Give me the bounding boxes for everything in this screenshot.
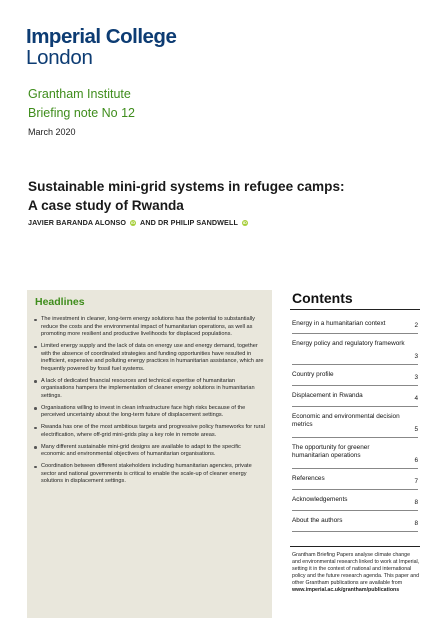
toc-item[interactable] [292,490,418,511]
orcid-icon[interactable]: iD [242,220,248,226]
headline-item: The investment in cleaner, long-term energy solutions has the potential to substantially reduce the costs and the environmental impact of humanitarian operations, as well as promoting more resilient and productive livelihoods for displaced populations. [34,316,266,339]
toc-page: 2 [414,321,418,329]
headline-item: Coordination between different stakeholders including humanitarian agencies, private sector and national governments is critical to enable the scale-up of cleaner energy solutions in displacement settings. [34,463,266,486]
divider [290,309,420,310]
headline-item: Organisations willing to invest in clean infrastructure face high risks because of the perceived uncertainty about the long-term future of displacement settings. [34,405,266,420]
publications-link[interactable]: www.imperial.ac.uk/grantham/publications [292,586,400,593]
toc-label: Economic and environmental decision metrics [292,413,400,429]
author-line [28,218,250,227]
toc-page: 4 [414,394,418,402]
note-text: Grantham Briefing Papers analyse climate change and environmental research linked to work at Imperial, setting it in the context of national and international policy and the future research agenda. This paper and other Grantham publications are available from [292,552,420,586]
headlines-title: Headlines [35,296,85,308]
toc-item[interactable] [292,438,418,469]
author-2: AND DR PHILIP SANDWELL [140,218,238,227]
publication-date: March 2020 [28,127,76,137]
headline-item: Limited energy supply and the lack of data on energy use and energy demand, together with the absence of coordinated strategies and funding opportunities have resulted in inefficient, expensive and polluting energy practices in humanitarian assistance, which are frequently powered by fossil fuel systems. [34,343,266,373]
logo-line-1: Imperial College [26,25,177,48]
toc-item[interactable] [292,316,418,334]
table-of-contents [292,316,418,532]
title-line-1: Sustainable mini-grid systems in refugee camps: [28,179,345,194]
author-1: JAVIER BARANDA ALONSO [28,218,127,227]
toc-label: References [292,475,325,482]
headline-item: Rwanda has one of the most ambitious targets and progressive policy frameworks for rural electrification, where off-grid mini-grids play a key role in remote areas. [34,424,266,439]
title-line-2: A case study of Rwanda [28,197,184,213]
toc-page: 3 [414,373,418,381]
headline-item: Many different sustainable mini-grid designs are available to adapt to the specific economic and environmental objectives of humanitarian organisations. [34,444,266,459]
briefing-number: Briefing note No 12 [28,106,136,120]
headline-item: A lack of dedicated financial resources and technical expertise of humanitarian organisations hampers the implementation of cleaner energy solutions in humanitarian settings. [34,378,266,401]
toc-page: 6 [414,456,418,464]
institute-block [28,85,135,123]
headlines-box [27,290,272,618]
toc-item[interactable] [292,511,418,532]
toc-label: The opportunity for greener humanitarian operations [292,444,370,460]
toc-item[interactable] [292,469,418,490]
toc-page: 8 [414,519,418,527]
toc-page: 5 [414,425,418,433]
logo-line-2: London [26,46,93,69]
headlines-list [34,316,266,490]
toc-item[interactable] [292,365,418,386]
orcid-icon[interactable]: iD [131,220,136,226]
divider [290,546,420,547]
toc-page: 8 [414,498,418,506]
toc-label: Country profile [292,371,334,378]
page-title [28,178,428,215]
toc-label: Acknowledgements [292,496,348,503]
toc-item[interactable] [292,407,418,438]
toc-label: Energy policy and regulatory framework [292,340,405,347]
briefing-note-info [292,552,420,593]
toc-label: Energy in a humanitarian context [292,320,386,327]
toc-page: 3 [414,352,418,360]
institute-name: Grantham Institute [28,87,131,101]
contents-title: Contents [292,290,353,306]
toc-label: About the authors [292,517,343,524]
toc-item[interactable] [292,386,418,407]
toc-label: Displacement in Rwanda [292,392,363,399]
toc-item[interactable] [292,334,418,365]
toc-page: 7 [414,477,418,485]
